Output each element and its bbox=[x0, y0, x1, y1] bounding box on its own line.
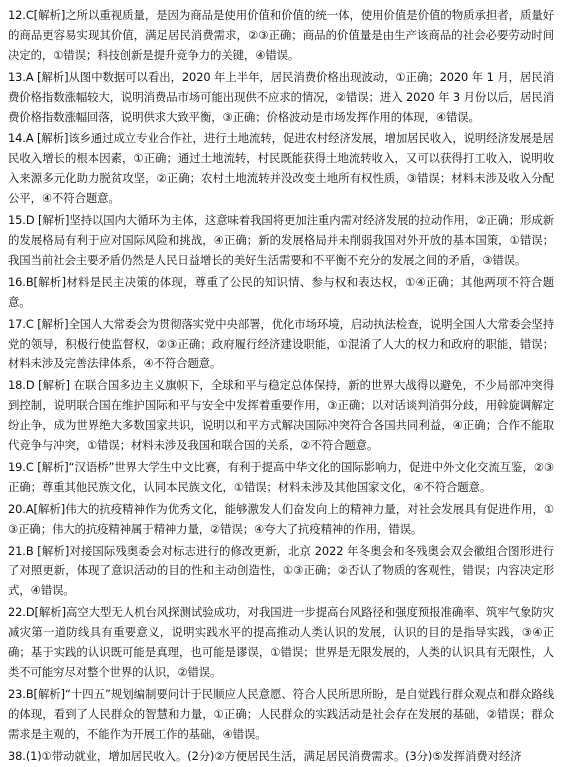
answer-22: 22.D[解析]高空大型无人机台风探测试验成功，对我国进一步提高台风路径和强度预报准确率、筑牢气象防灾减灾第一道防线具有重要意义，说明实践水平的提高推动人类认识的发展，认识的目的是指导实践，③④正确；基于实践的认识既可能是真理，也可能是谬误，①错误；世界是无限发展的，人类的认识具有无限性，人类不可能穷尽对整个世界的认识，②错误。 bbox=[8, 605, 554, 679]
answer-21: 21.B [解析]对接国际残奥委会对标志进行的修改更新，北京 2022 年冬奥会和冬残奥会双会徽组合图形进行了对照更新，体现了意识活动的目的性和主动创造性，①③正确；②否认了物质的客观性，错误；内容决定形式，④错误。 bbox=[8, 543, 554, 598]
answer-15: 15.D [解析]坚持以国内大循环为主体，这意味着我国将更加注重内需对经济发展的拉动作用，②正确；形成新的发展格局有利于应对国际风险和挑战，④正确；新的发展格局并未削弱我国对外开放的基本国策，①错误；我国当前社会主要矛盾仍然是人民日益增长的美好生活需要和不平衡不充分的发展之间的矛盾，③错误。 bbox=[8, 213, 554, 267]
answer-17: 17.C [解析]全国人大常委会为贯彻落实党中央部署，优化市场环境，启动执法检查，说明全国人大常委会坚持党的领导，积极行使监督权，②③正确；政府履行经济建设职能，①混淆了人大的权力和政府的职能，错误；材料未涉及完善法律体系，④不符合题意。 bbox=[8, 316, 554, 371]
answer-13: 13.A [解析]从图中数据可以看出，2020 年上半年，居民消费价格出现波动，①正确；2020 年 1 月，居民消费价格指数涨幅较大，说明消费品市场可能出现供不应求的情况，②错误；进入 2020 年 3 月份以后，居民消费价格指数涨幅回落，说明供求大致平衡，③正确；价格波动是市场发挥作用的体现，④错误。 bbox=[8, 69, 554, 124]
answer-18: 18.D [解析] 在联合国多边主义旗帜下，全球和平与稳定总体保持，新的世界大战得以避免，不少局部冲突得到控制，说明联合国在维护国际和平与安全中发挥着重要作用，③正确；以对话谈判消弭分歧，用斡旋调解定纷止争，成为世界绝大多数国家共识，说明以和平方式解决国际冲突符合各国共同利益，④正确；合作不能取代竞争与冲突，①错误；材料未涉及我国和联合国的关系，②不符合题意。 bbox=[8, 378, 554, 453]
answer-16: 16.B[解析]材料是民主决策的体现，尊重了公民的知识情、参与权和表达权，①④正确；其他两项不符合题意。 bbox=[8, 274, 554, 309]
answer-12: 12.C[解析]之所以重视质量，是因为商品是使用价值和价值的统一体，使用价值是价值的物质承担者，质量好的商品更容易实现其价值，满足居民消费需求，②③正确；商品的价值量是由生产该商品的社会必要劳动时间决定的，①错误；科技创新是提升竞争力的关键，④错误。 bbox=[8, 8, 554, 62]
answer-38: 38.(1)①带动就业，增加居民收入。(2分)②方便居民生活，满足居民消费需求。(3分)⑤发挥消费对经济 bbox=[8, 748, 522, 763]
answer-14: 14.A [解析]该乡通过成立专业合作社，进行土地流转，促进农村经济发展，增加居民收入，说明经济发展是居民收入增长的根本因素，①正确；通过土地流转，村民既能获得土地流转收入，又可以获得打工收入，说明收入来源多元化助力脱贫攻坚，②正确；农村土地流转并没改变土地所有权性质，③错误；材料未涉及收入分配公平，④不符合题意。 bbox=[8, 131, 554, 206]
answer-23: 23.B[解析]“十四五”规划编制要问计于民顺应人民意愿、符合人民所思所盼，是自觉践行群众观点和群众路线的体现，看到了人民群众的智慧和力量，①正确；人民群众的实践活动是社会存在发展的基础，②错误；群众需求是主观的，不能作为开展工作的基础，④错误。 bbox=[8, 686, 554, 741]
answer-20: 20.A[解析]伟大的抗疫精神作为优秀文化，能够激发人们奋发向上的精神力量，对社会发展具有促进作用，①③正确；伟大的抗疫精神属于精神力量，②错误；④夸大了抗疫精神的作用，错误。 bbox=[8, 501, 554, 536]
answer-19: 19.C [解析]“汉语桥”世界大学生中文比赛，有利于提高中华文化的国际影响力，促进中外文化交流互鉴，②③正确；尊重其他民族文化，认同本民族文化，①错误；材料未涉及其他国家文化，④不符合题意。 bbox=[8, 459, 554, 494]
